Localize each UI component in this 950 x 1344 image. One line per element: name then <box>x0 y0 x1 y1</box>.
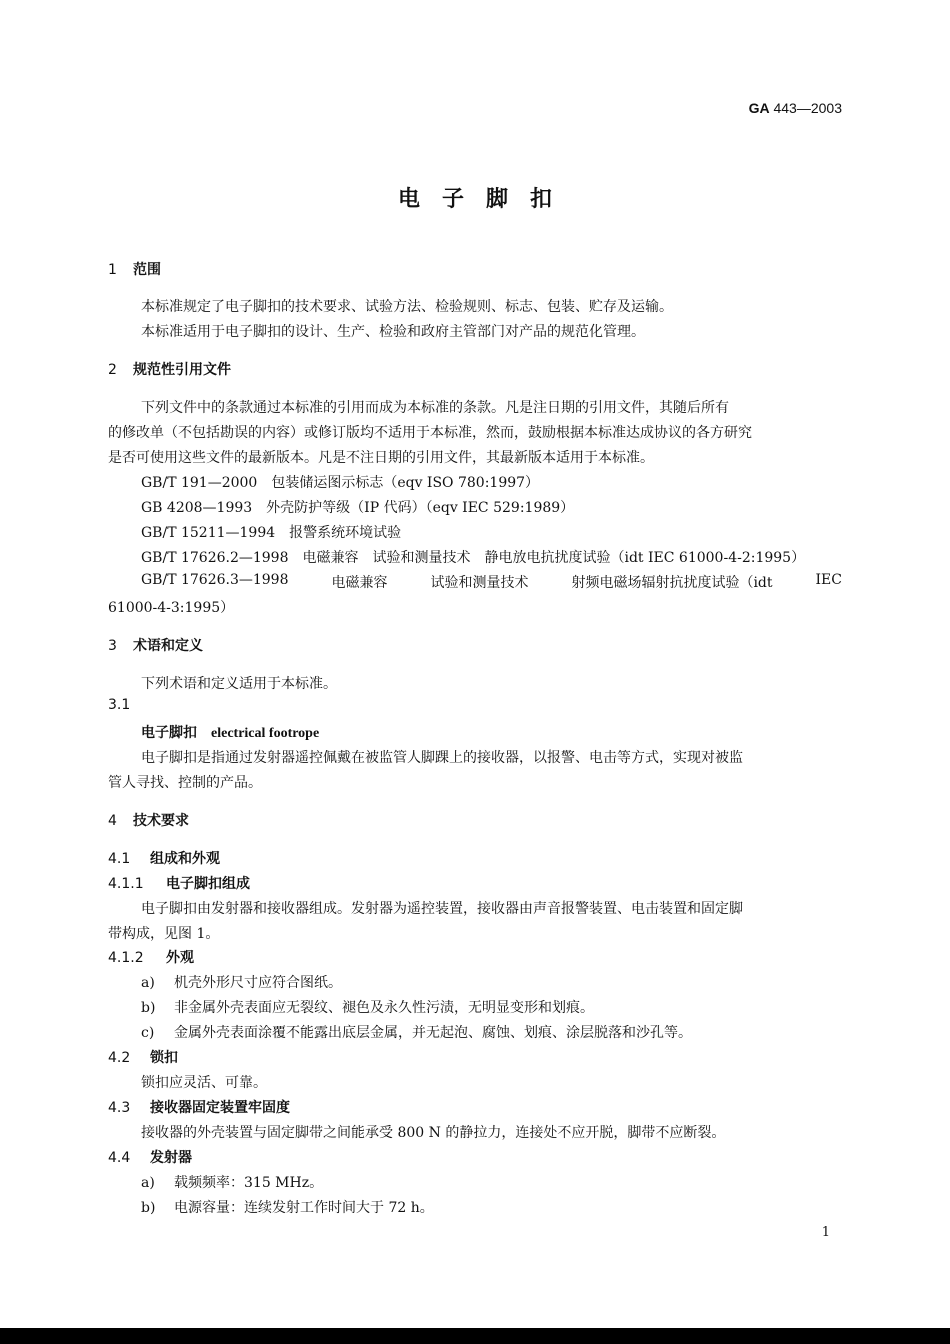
list-label: a) <box>141 975 155 991</box>
list-item <box>141 1172 323 1192</box>
list-text: 机壳外形尺寸应符合图纸。 <box>174 975 342 991</box>
definition: 电子脚扣是指通过发射器遥控佩戴在被监管人脚踝上的接收器，以报警、电击等方式，实现对被监 <box>141 750 743 766</box>
list-item <box>141 997 594 1017</box>
standard-number <box>749 100 842 116</box>
standard-prefix: GA <box>748 100 770 116</box>
paragraph: 的修改单（不包括勘误的内容）或修订版均不适用于本标准，然而，鼓励根据本标准达成协议的各方研究 <box>108 425 752 441</box>
subsection-4-4-heading <box>108 1147 192 1167</box>
section-2-heading <box>108 359 231 379</box>
reference-part: 射频电磁场辐射抗扰度试验（idt <box>571 575 773 591</box>
reference-part: GB/T 17626.3—1998 <box>141 572 289 588</box>
paragraph: 电子脚扣由发射器和接收器组成。发射器为遥控装置，接收器由声音报警装置、电击装置和固定脚 <box>141 901 743 917</box>
list-text: 电源容量：连续发射工作时间大于 72 h。 <box>174 1200 434 1216</box>
list-label: c) <box>141 1025 155 1041</box>
section-title: 范围 <box>133 262 161 278</box>
reference-continuation: 61000-4-3:1995） <box>108 600 235 616</box>
page-number: 1 <box>821 1225 830 1240</box>
list-item <box>141 972 342 992</box>
list-label: b) <box>141 1200 156 1216</box>
section-number: 2 <box>108 362 117 378</box>
list-label: a) <box>141 1175 155 1191</box>
term-heading <box>141 722 319 742</box>
section-1-heading <box>108 259 161 279</box>
subsection-number: 4.1.2 <box>108 950 144 966</box>
reference-item: GB/T 15211—1994 报警系统环境试验 <box>141 525 402 541</box>
reference-part: 试验和测量技术 <box>430 575 529 591</box>
subsection-4-2-heading <box>108 1047 178 1067</box>
reference-item <box>141 572 842 592</box>
subsection-title: 锁扣 <box>150 1050 178 1066</box>
paragraph: 本标准适用于电子脚扣的设计、生产、检验和政府主管部门对产品的规范化管理。 <box>141 324 645 340</box>
section-number: 3 <box>108 638 117 654</box>
subsection-title: 电子脚扣组成 <box>166 876 250 892</box>
section-3-heading <box>108 635 203 655</box>
reference-item: GB 4208—1993 外壳防护等级（IP 代码）（eqv IEC 529:1989） <box>141 500 575 516</box>
section-number: 1 <box>108 262 117 278</box>
subsection-title: 接收器固定装置牢固度 <box>150 1100 290 1116</box>
subsection-4-1-2-heading <box>108 947 194 967</box>
reference-part: 电磁兼容 <box>331 575 388 591</box>
section-title: 术语和定义 <box>133 638 203 654</box>
section-title: 规范性引用文件 <box>133 362 231 378</box>
paragraph: 本标准规定了电子脚扣的技术要求、试验方法、检验规则、标志、包装、贮存及运输。 <box>141 299 673 315</box>
subsection-number: 4.3 <box>108 1100 131 1116</box>
standard-code: 443—2003 <box>773 100 842 116</box>
term-english: electrical footrope <box>211 726 320 741</box>
subsection-title: 组成和外观 <box>150 851 220 867</box>
paragraph: 锁扣应灵活、可靠。 <box>141 1075 267 1091</box>
reference-item: GB/T 17626.2—1998 电磁兼容 试验和测量技术 静电放电抗扰度试验（idt IEC 61000-4-2:1995） <box>141 550 806 566</box>
paragraph: 接收器的外壳装置与固定脚带之间能承受 800 N 的静拉力，连接处不应开脱，脚带不应断裂。 <box>141 1125 726 1141</box>
term-chinese: 电子脚扣 <box>141 725 197 741</box>
subsection-number: 4.1.1 <box>108 876 144 892</box>
section-number: 4 <box>108 813 117 829</box>
subsection-number: 3.1 <box>108 697 131 713</box>
subsection-4-3-heading <box>108 1097 290 1117</box>
bottom-border <box>0 1328 950 1344</box>
subsection-4-1-heading <box>108 848 220 868</box>
list-item <box>141 1197 434 1217</box>
paragraph: 是否可使用这些文件的最新版本。凡是不注日期的引用文件，其最新版本适用于本标准。 <box>108 450 654 466</box>
list-text: 载频频率：315 MHz。 <box>174 1175 324 1191</box>
subsection-title: 外观 <box>166 950 194 966</box>
paragraph: 下列文件中的条款通过本标准的引用而成为本标准的条款。凡是注日期的引用文件，其随后所有 <box>141 400 729 416</box>
subsection-4-1-1-heading <box>108 873 250 893</box>
section-4-heading <box>108 810 189 830</box>
reference-item: GB/T 191—2000 包装储运图示标志（eqv ISO 780:1997） <box>141 475 540 491</box>
list-item <box>141 1022 692 1042</box>
subsection-number: 4.2 <box>108 1050 131 1066</box>
paragraph: 下列术语和定义适用于本标准。 <box>141 676 337 692</box>
subsection-title: 发射器 <box>150 1150 192 1166</box>
reference-part: IEC <box>815 572 842 588</box>
paragraph: 带构成，见图 1。 <box>108 926 220 942</box>
list-label: b) <box>141 1000 156 1016</box>
subsection-number: 4.4 <box>108 1150 131 1166</box>
document-title: 电子脚扣 <box>397 187 574 212</box>
list-text: 非金属外壳表面应无裂纹、褪色及永久性污渍，无明显变形和划痕。 <box>174 1000 594 1016</box>
list-text: 金属外壳表面涂覆不能露出底层金属，并无起泡、腐蚀、划痕、涂层脱落和沙孔等。 <box>174 1025 692 1041</box>
section-title: 技术要求 <box>133 813 189 829</box>
definition: 管人寻找、控制的产品。 <box>108 775 262 791</box>
subsection-number: 4.1 <box>108 851 131 867</box>
